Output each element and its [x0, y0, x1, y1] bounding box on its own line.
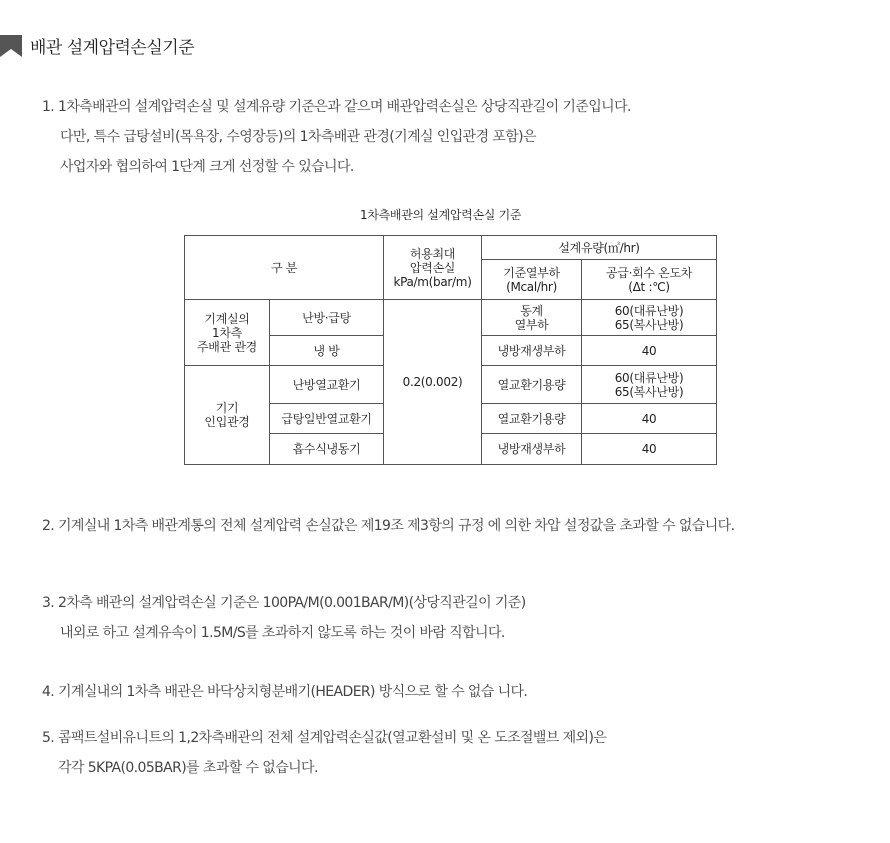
header-base-load: 기준열부하 (Mcal/hr) — [482, 260, 582, 300]
table-row — [185, 300, 717, 336]
paragraph-1-line-2: 다만, 특수 급탕설비(목욕장, 수영장등)의 1차측배관 관경(기계실 인입관경 포함)은 — [60, 129, 536, 145]
header-design-flow: 설계유량(㎥/hr) — [482, 236, 717, 260]
header-allowable-loss: 허용최대 압력손실 kPa/m(bar/m) — [384, 236, 482, 300]
paragraph-2-line-1: 2. 기계실내 1차측 배관계통의 전체 설계압력 손실값은 제19조 제3항의 규정 에 의한 차압 설정값을 초과할 수 없습니다. — [42, 518, 735, 534]
page-title: 배관 설계압력손실기준 — [30, 38, 195, 58]
paragraph-5-line-2: 각각 5KPA(0.05BAR)를 초과할 수 없습니다. — [58, 760, 318, 776]
row-temp: 60(대류난방) 65(복사난방) — [582, 300, 717, 336]
row-temp: 40 — [582, 336, 717, 366]
section-header — [0, 30, 400, 62]
row-name: 냉 방 — [270, 336, 384, 366]
paragraph-3-line-2: 내외로 하고 설계유속이 1.5M/S를 초과하지 않도록 하는 것이 바람 직합니다. — [60, 625, 505, 641]
table-caption: 1차측배관의 설계압력손실 기준 — [360, 208, 522, 222]
paragraph-3-line-1: 3. 2차측 배관의 설계압력손실 기준은 100PA/M(0.001BAR/M)(상당직관길이 기준) — [42, 595, 526, 611]
pressure-loss-table — [184, 235, 717, 465]
row-name: 난방열교환기 — [270, 366, 384, 404]
corner-flag-icon — [0, 35, 22, 57]
row-load: 열교환기용량 — [482, 404, 582, 434]
group-main-pipe: 기계실의 1차측 주배관 관경 — [185, 300, 270, 366]
row-load: 열교환기용량 — [482, 366, 582, 404]
paragraph-5-line-1: 5. 콤팩트설비유니트의 1,2차측배관의 전체 설계압력손실값(열교환설비 및 온 도조절밸브 제외)은 — [42, 730, 607, 746]
row-name: 난방·급탕 — [270, 300, 384, 336]
paragraph-4-line-1: 4. 기계실내의 1차측 배관은 바닥상치형분배기(HEADER) 방식으로 할 수 없습 니다. — [42, 684, 528, 700]
group-equipment-inlet: 기기 인입관경 — [185, 366, 270, 465]
paragraph-1-line-3: 사업자와 협의하여 1단계 크게 선정할 수 있습니다. — [60, 159, 354, 175]
row-name: 흡수식냉동기 — [270, 434, 384, 465]
row-temp: 40 — [582, 404, 717, 434]
row-load: 냉방재생부하 — [482, 434, 582, 465]
row-temp: 40 — [582, 434, 717, 465]
paragraph-1-line-1: 1. 1차측배관의 설계압력손실 및 설계유량 기준은과 같으며 배관압력손실은 상당직관길이 기준입니다. — [42, 99, 631, 115]
row-temp: 60(대류난방) 65(복사난방) — [582, 366, 717, 404]
row-load: 동계 열부하 — [482, 300, 582, 336]
row-name: 급탕일반열교환기 — [270, 404, 384, 434]
header-division: 구 분 — [185, 236, 384, 300]
loss-value: 0.2(0.002) — [384, 300, 482, 465]
header-temp-diff: 공급·회수 온도차 (Δt :℃) — [582, 260, 717, 300]
row-load: 냉방재생부하 — [482, 336, 582, 366]
